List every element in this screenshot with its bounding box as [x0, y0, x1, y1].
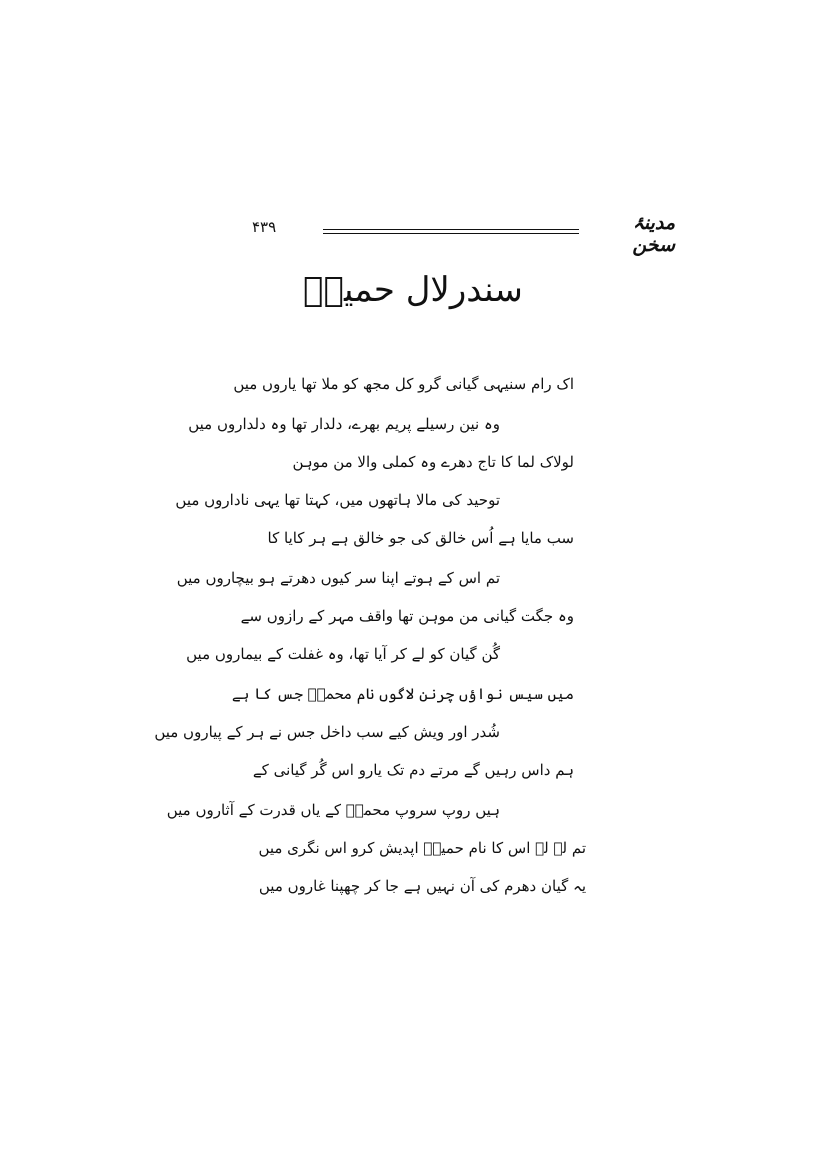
- verse-line: ہیں روپ سروپ محمدؐ کے یاں قدرت کے آثاروں میں: [166, 801, 500, 819]
- verse-line: تم لے لے اس کا نام حمیدؔ اپدیش کرو اس نگری میں: [258, 839, 586, 857]
- verse-line: وہ جگت گیانی من موہن تھا واقف مہر کے رازوں سے: [240, 607, 574, 625]
- header-rule-top: [323, 229, 579, 230]
- verse-line: تم اس کے ہوتے اپنا سر کیوں دھرتے ہو بیچاروں میں: [176, 569, 500, 587]
- running-title: مدینۂ سخن: [632, 212, 675, 256]
- verse-line: گُن گیان کو لے کر آیا تھا، وہ غفلت کے بیماروں میں: [186, 645, 500, 663]
- verse-line: یہ گیان دھرم کی آن نہیں ہے جا کر چھپنا غاروں میں: [258, 877, 586, 895]
- poet-name-heading: سندرلال حمیدؔ: [303, 270, 523, 310]
- page-header: [0, 210, 826, 256]
- verse-line: میں سیس نواؤں چرنن لاگوں نام محمدؐ جس کا ہے: [231, 685, 574, 703]
- page-number: ۴۳۹: [252, 218, 277, 236]
- verse-line: اک رام سنیہی گیانی گرو کل مجھ کو ملا تھا یاروں میں: [233, 375, 574, 393]
- verse-line: توحید کی مالا ہاتھوں میں، کہتا تھا یہی ناداروں میں: [175, 491, 500, 509]
- verse-line: شُدر اور ویش کیے سب داخل جس نے ہر کے پیاروں میں: [154, 723, 500, 741]
- verse-line: سب مایا ہے اُس خالق کی جو خالق ہے ہر کایا کا: [267, 529, 574, 547]
- verse-line: لولاک لما کا تاج دھرے وہ کملی والا من موہن: [292, 453, 574, 471]
- verse-line: وہ نین رسیلے پریم بھرے، دلدار تھا وہ دلداروں میں: [188, 415, 500, 433]
- header-rule-bottom: [323, 233, 579, 234]
- verse-line: ہم داس رہیں گے مرتے دم تک یارو اس گُر گیانی کے: [252, 761, 574, 779]
